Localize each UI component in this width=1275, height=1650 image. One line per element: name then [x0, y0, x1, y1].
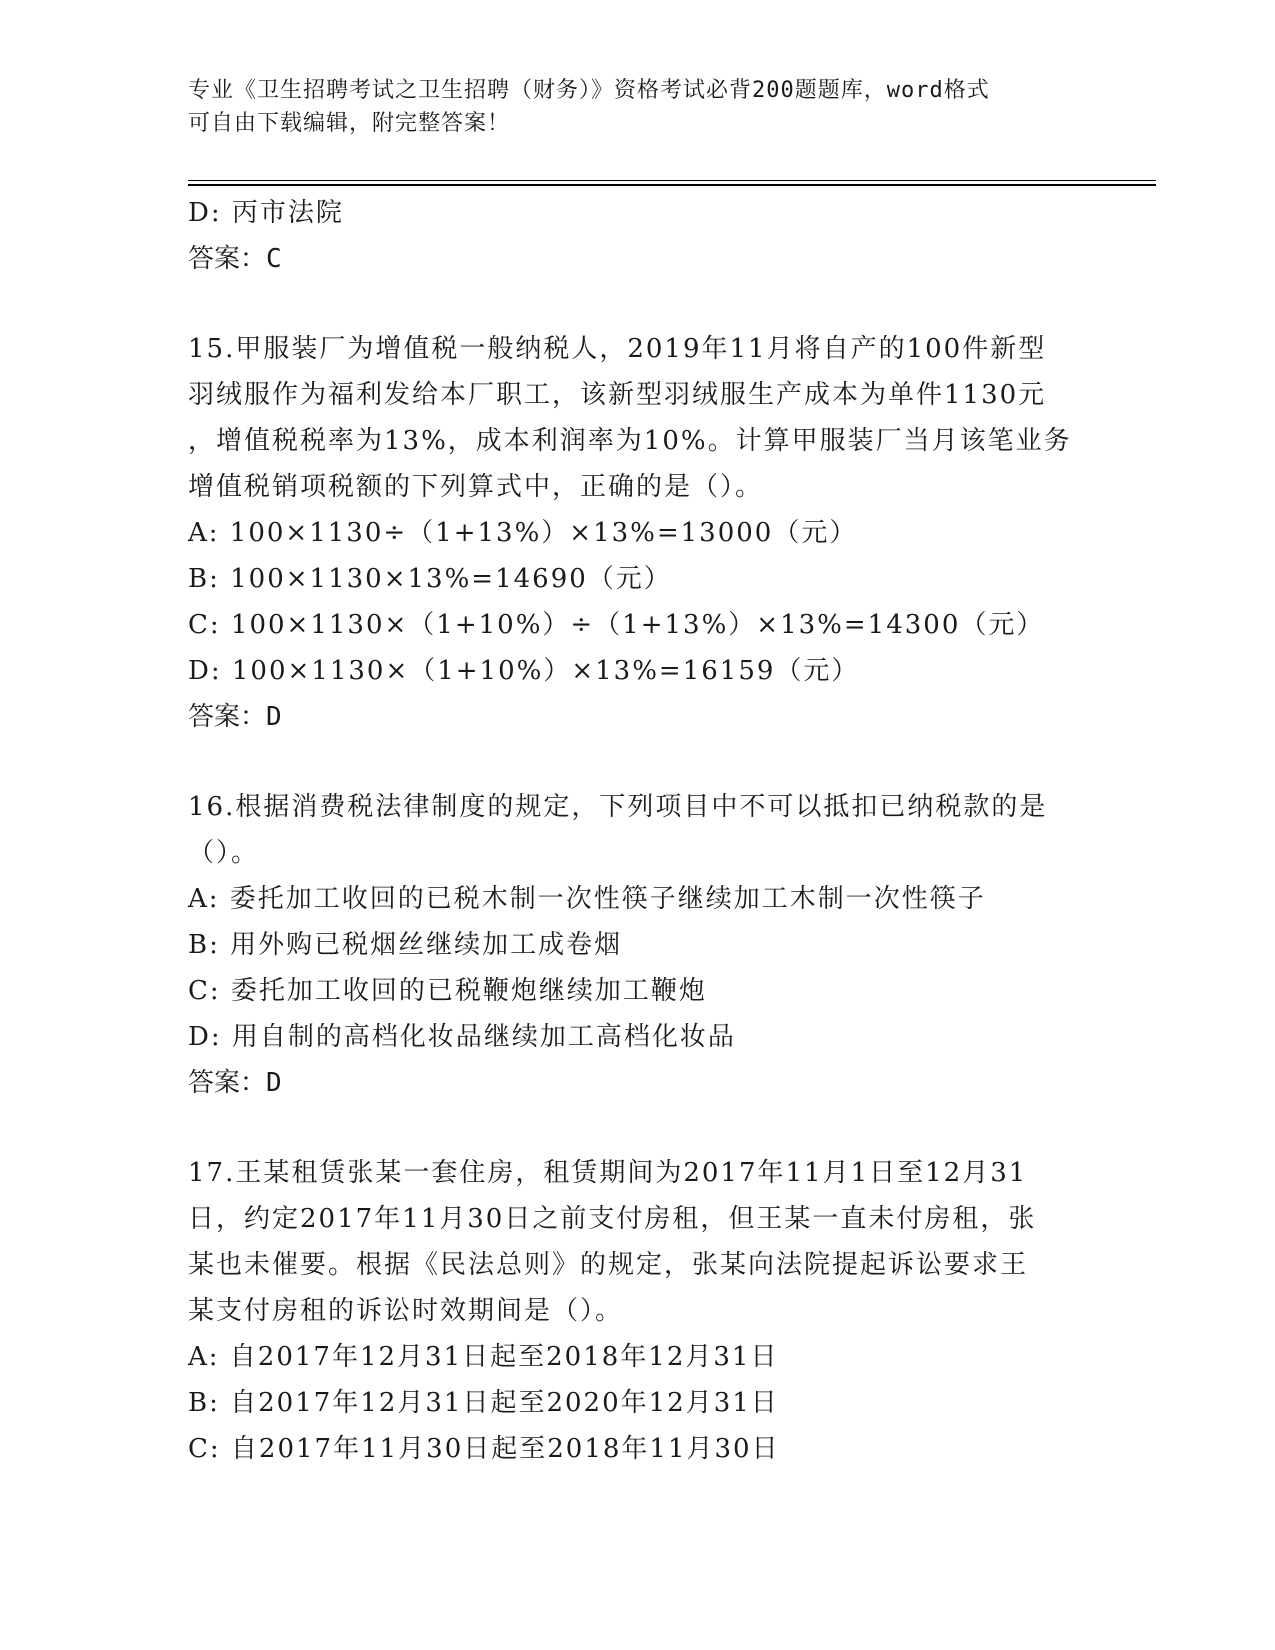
option-b: B: 用外购已税烟丝继续加工成卷烟 — [188, 930, 623, 960]
option-d: D: 100×1130×（1+10%）×13%=16159（元） — [188, 656, 860, 686]
option-a: A: 100×1130÷（1+13%）×13%=13000（元） — [188, 518, 858, 548]
question-text-line: 羽绒服作为福利发给本厂职工，该新型羽绒服生产成本为单件1130元 — [188, 380, 1047, 410]
header-line-2: 可自由下载编辑，附完整答案！ — [188, 111, 511, 136]
option-d: D: 用自制的高档化妆品继续加工高档化妆品 — [188, 1022, 736, 1052]
question-15 — [188, 326, 1088, 740]
option-a: A: 委托加工收回的已税木制一次性筷子继续加工木制一次性筷子 — [188, 884, 986, 914]
answer: 答案：D — [188, 1068, 282, 1098]
answer: 答案：D — [188, 702, 282, 732]
question-17 — [188, 1150, 1088, 1472]
header-rule-thick — [188, 184, 1156, 186]
question-text-line: 16.根据消费税法律制度的规定，下列项目中不可以抵扣已纳税款的是 — [188, 792, 1048, 822]
question-text-line: 17.王某租赁张某一套住房，租赁期间为2017年11月1日至12月31 — [188, 1158, 1028, 1188]
question-16 — [188, 784, 1088, 1106]
option-a: A: 自2017年12月31日起至2018年12月31日 — [188, 1342, 779, 1372]
question-text-line: 某也未催要。根据《民法总则》的规定，张某向法院提起诉讼要求王 — [188, 1250, 1029, 1280]
question-text-line: 某支付房租的诉讼时效期间是（）。 — [188, 1296, 624, 1326]
option-c: C: 委托加工收回的已税鞭炮继续加工鞭炮 — [188, 976, 707, 1006]
option-c: C: 100×1130×（1+10%）÷（1+13%）×13%=14300（元） — [188, 610, 1045, 640]
question-text-line: ，增值税税率为13%，成本利润率为10%。计算甲服装厂当月该笔业务 — [188, 426, 1072, 456]
question-text-line: 日，约定2017年11月30日之前支付房租，但王某一直未付房租，张 — [188, 1204, 1037, 1234]
question-text-line: 15.甲服装厂为增值税一般纳税人，2019年11月将自产的100件新型 — [188, 334, 1047, 364]
header-line-1: 专业《卫生招聘考试之卫生招聘（财务）》资格考试必背200题题库，word格式 — [188, 78, 990, 103]
option-b: B: 100×1130×13%=14690（元） — [188, 564, 672, 594]
option-d: D: 丙市法院 — [188, 198, 344, 228]
previous-question-tail — [188, 190, 1088, 282]
question-text-line: （）。 — [188, 838, 260, 868]
document-header — [188, 74, 1088, 140]
answer: 答案：C — [188, 244, 282, 274]
option-c: C: 自2017年11月30日起至2018年11月30日 — [188, 1434, 780, 1464]
header-rule-thin — [188, 180, 1156, 181]
option-b: B: 自2017年12月31日起至2020年12月31日 — [188, 1388, 779, 1418]
question-text-line: 增值税销项税额的下列算式中，正确的是（）。 — [188, 472, 764, 502]
document-body — [188, 190, 1088, 1472]
